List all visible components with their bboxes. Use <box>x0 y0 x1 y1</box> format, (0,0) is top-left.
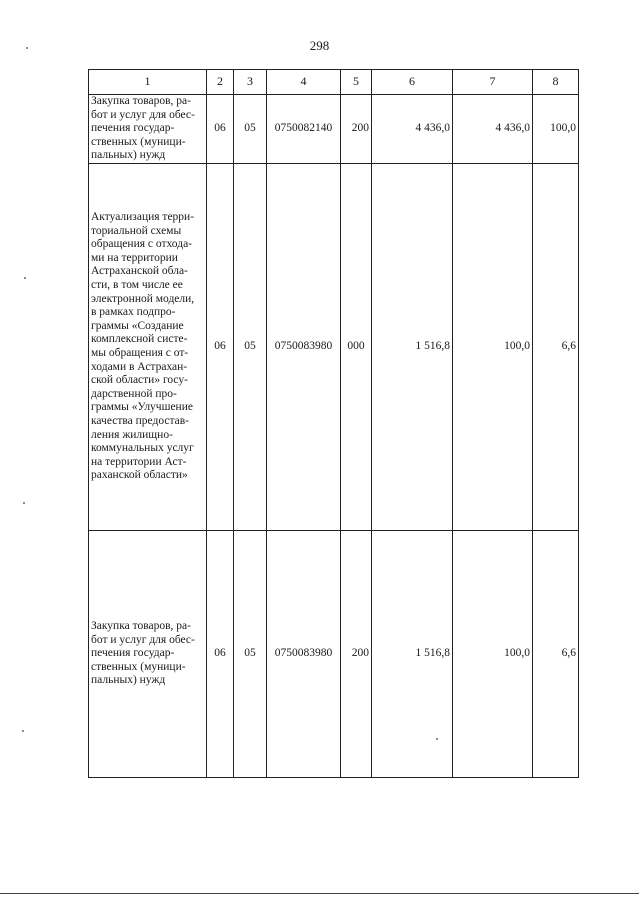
header-cell-7: 7 <box>453 70 533 95</box>
page-bottom-rule <box>0 893 639 894</box>
scan-speck <box>22 730 24 732</box>
subsection-cell: 05 <box>234 164 267 531</box>
subsection-cell: 05 <box>234 95 267 164</box>
header-cell-1: 1 <box>89 70 207 95</box>
actual-cell: 4 436,0 <box>453 95 533 164</box>
table-row <box>89 531 579 778</box>
scan-speck <box>24 277 26 279</box>
plan-cell: 4 436,0 <box>372 95 453 164</box>
row-name-cell <box>89 531 207 778</box>
table-row <box>89 164 579 531</box>
section-cell: 06 <box>207 95 234 164</box>
budget-table <box>88 69 579 778</box>
table-row <box>89 95 579 164</box>
header-cell-4: 4 <box>267 70 341 95</box>
actual-cell: 100,0 <box>453 531 533 778</box>
target-article-cell: 0750082140 <box>267 95 341 164</box>
percent-cell: 6,6 <box>533 531 579 778</box>
percent-cell: 100,0 <box>533 95 579 164</box>
header-cell-2: 2 <box>207 70 234 95</box>
scan-speck <box>436 738 438 740</box>
target-article-cell: 0750083980 <box>267 531 341 778</box>
header-cell-8: 8 <box>533 70 579 95</box>
row-name: Актуализация терри- ториальной схемы обращения с отхода- ми на территории Астраханской обла- сти, в том числе ее электронной модели, в рамках подпро- граммы «Создание комплексной систе- мы обращения с от- ходами в Астрахан- ской области» госу- дарственной про- граммы «Улучшение качества предостав- ления жилищно- коммунальных услуг на территории Аст- раханской области» <box>91 211 195 482</box>
scan-speck <box>23 502 25 504</box>
target-article-cell: 0750083980 <box>267 164 341 531</box>
plan-cell: 1 516,8 <box>372 531 453 778</box>
header-cell-3: 3 <box>234 70 267 95</box>
table-header-row <box>89 70 579 95</box>
row-name-cell <box>89 164 207 531</box>
subsection-cell: 05 <box>234 531 267 778</box>
header-cell-6: 6 <box>372 70 453 95</box>
header-cell-5: 5 <box>341 70 372 95</box>
row-name: Закупка товаров, ра- бот и услуг для обес- печения государ- ственных (муници- пальных) нужд <box>91 620 195 687</box>
percent-cell: 6,6 <box>533 164 579 531</box>
section-cell: 06 <box>207 531 234 778</box>
section-cell: 06 <box>207 164 234 531</box>
scan-speck <box>26 47 28 49</box>
actual-cell: 100,0 <box>453 164 533 531</box>
expense-type-cell: 200 <box>341 95 372 164</box>
plan-cell: 1 516,8 <box>372 164 453 531</box>
row-name: Закупка товаров, ра- бот и услуг для обес- печения государ- ственных (муници- пальных) нужд <box>91 95 195 162</box>
page-number: 298 <box>309 38 330 53</box>
expense-type-cell: 200 <box>341 531 372 778</box>
expense-type-cell: 000 <box>341 164 372 531</box>
row-name-cell <box>89 95 207 164</box>
